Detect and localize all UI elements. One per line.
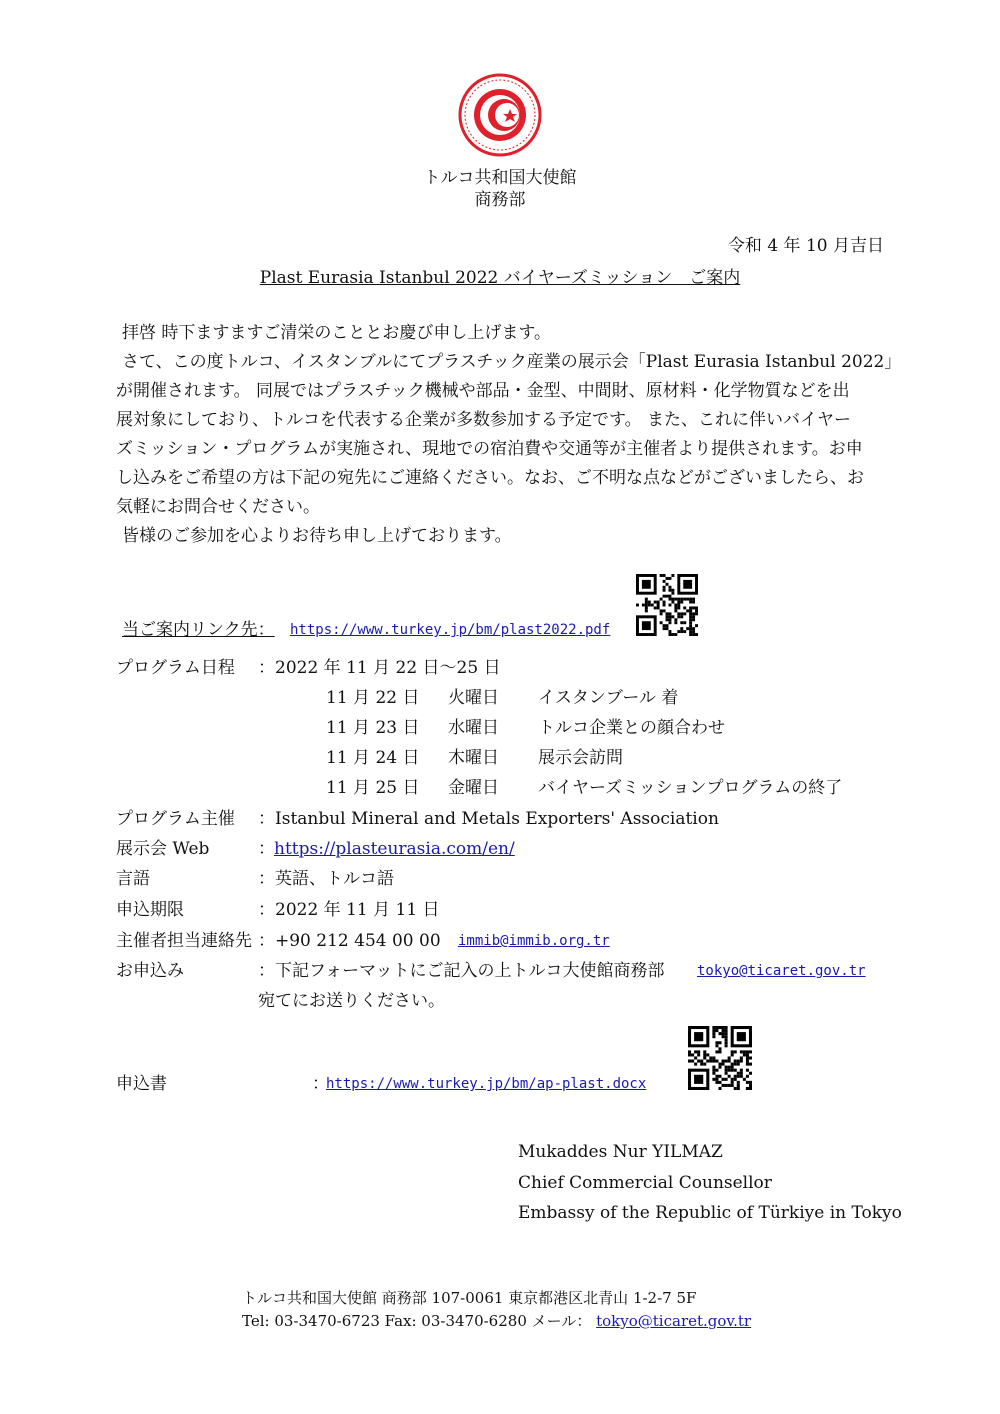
- body-line: 皆様のご参加を心よりお待ち申し上げております。: [122, 526, 512, 546]
- guide-link[interactable]: https://www.turkey.jp/bm/plast2022.pdf: [290, 622, 611, 638]
- footer-phone-fax: Tel: 03-3470-6723 Fax: 03-3470-6280 メール：: [242, 1312, 592, 1330]
- signatory-org: Embassy of the Republic of Türkiye in Tokyo: [518, 1203, 902, 1223]
- apply-value: ：下記フォーマットにご記入の上トルコ大使館商務部: [258, 961, 665, 981]
- schedule-date: 11 月 22 日: [326, 688, 420, 708]
- exhibition-web-link[interactable]: https://plasteurasia.com/en/: [274, 839, 515, 859]
- language-label: 言語: [116, 869, 150, 889]
- schedule-weekday: 木曜日: [448, 748, 499, 768]
- body-line: ズミッション・プログラムが実施され、現地での宿泊費や交通等が主催者より提供されます。お申: [116, 439, 863, 459]
- application-form-link[interactable]: https://www.turkey.jp/bm/ap-plast.docx: [326, 1076, 647, 1092]
- schedule-weekday: 金曜日: [448, 778, 499, 798]
- apply-label: お申込み: [116, 961, 184, 981]
- apply-email-link[interactable]: tokyo@ticaret.gov.tr: [697, 963, 866, 979]
- web-colon: ：: [258, 839, 275, 859]
- schedule-event: バイヤーズミッションプログラムの終了: [538, 778, 843, 798]
- org-department: 商務部: [474, 190, 526, 210]
- schedule-weekday: 火曜日: [448, 688, 499, 708]
- organizer-label: プログラム主催: [116, 809, 235, 829]
- qr-code-icon: [688, 1026, 752, 1090]
- body-line: が開催されます。 同展ではプラスチック機械や部品・金型、中間財、原材料・化学物質などを出: [116, 381, 850, 401]
- web-label: 展示会 Web: [116, 839, 210, 859]
- signatory-name: Mukaddes Nur YILMAZ: [518, 1142, 723, 1162]
- footer-address: トルコ共和国大使館 商務部 107-0061 東京都港区北青山 1-2-7 5F: [242, 1289, 697, 1307]
- body-line: 展対象にしており、トルコを代表する企業が多数参加する予定です。 また、これに伴いバイヤー: [116, 410, 852, 430]
- form-label: 申込書: [116, 1074, 167, 1094]
- schedule-date: 11 月 23 日: [326, 718, 420, 738]
- schedule-event: トルコ企業との顔合わせ: [538, 718, 725, 738]
- body-line: 気軽にお問合せください。: [116, 497, 320, 517]
- embassy-seal-icon: [458, 73, 542, 157]
- deadline-label: 申込期限: [116, 900, 184, 920]
- document-date: 令和 4 年 10 月吉日: [727, 236, 884, 256]
- schedule-event: 展示会訪問: [538, 748, 623, 768]
- program-label: プログラム日程: [116, 658, 235, 678]
- footer-contact: [242, 1310, 751, 1331]
- contact-label: 主催者担当連絡先: [116, 931, 252, 951]
- organizer-value: ：Istanbul Mineral and Metals Exporters' Association: [258, 809, 719, 829]
- body-line: し込みをご希望の方は下記の宛先にご連絡ください。なお、ご不明な点などがございましたら、お: [116, 468, 864, 488]
- org-name: トルコ共和国大使館: [423, 168, 577, 188]
- footer-email-link[interactable]: tokyo@ticaret.gov.tr: [596, 1312, 752, 1330]
- link-label: 当ご案内リンク先：: [122, 620, 275, 640]
- contact-phone: ：+90 212 454 00 00: [258, 931, 441, 951]
- schedule-date: 11 月 24 日: [326, 748, 420, 768]
- form-colon: ：: [312, 1074, 329, 1094]
- qr-code-icon: [636, 574, 698, 636]
- language-value: ：英語、トルコ語: [258, 869, 394, 889]
- program-dates: ：2022 年 11 月 22 日～25 日: [258, 658, 501, 678]
- schedule-date: 11 月 25 日: [326, 778, 420, 798]
- body-line: 拝啓 時下ますますご清栄のこととお慶び申し上げます。: [122, 323, 552, 343]
- apply-value-cont: 宛てにお送りください。: [258, 991, 445, 1011]
- schedule-weekday: 水曜日: [448, 718, 499, 738]
- contact-email-link[interactable]: immib@immib.org.tr: [458, 933, 610, 949]
- deadline-value: ：2022 年 11 月 11 日: [258, 900, 440, 920]
- signatory-position: Chief Commercial Counsellor: [518, 1173, 772, 1193]
- body-line: さて、この度トルコ、イスタンブルにてプラスチック産業の展示会「Plast Eurasia Istanbul 2022」: [122, 352, 902, 372]
- schedule-event: イスタンブール 着: [538, 688, 679, 708]
- document-title: Plast Eurasia Istanbul 2022 バイヤーズミッション ご案内: [259, 268, 741, 288]
